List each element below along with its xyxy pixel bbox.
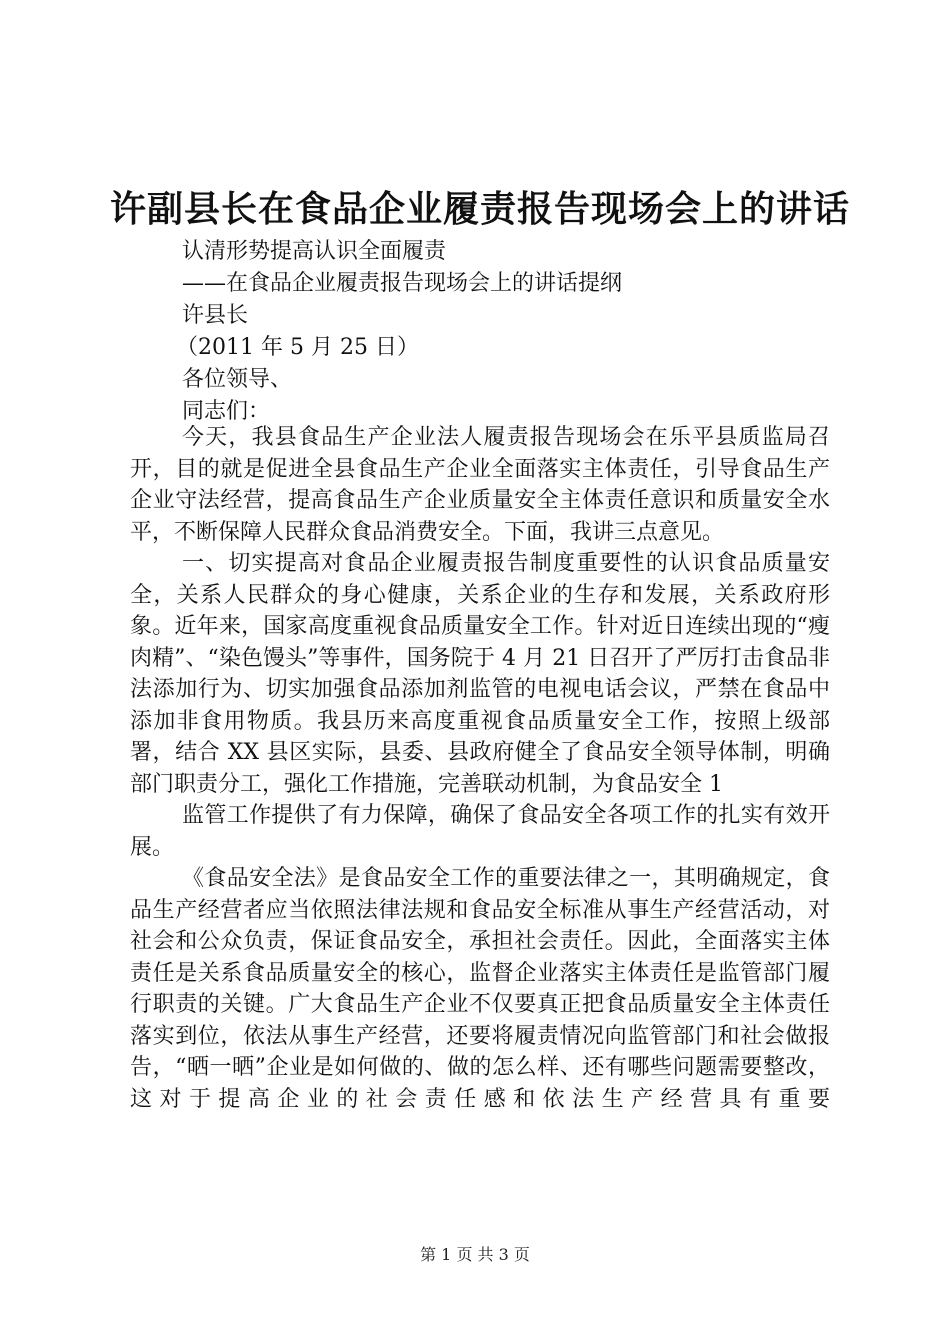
salutation-line-1: 各位领导、 xyxy=(182,367,293,392)
speech-date: （2011 年 5 月 25 日） xyxy=(176,335,419,360)
speech-body xyxy=(130,422,830,1115)
body-paragraph-4: 《食品安全法》是食品安全工作的重要法律之一，其明确规定，食品生产经营者应当依照法律法规和食品安全标准从事生产经营活动，对社会和公众负责，保证食品安全，承担社会责任。因此，全面落实主体责任是关系食品质量安全的核心，监督企业落实主体责任是监管部门履行职责的关键。广大食品生产企业不仅要真正把食品质量安全主体责任落实到位，依法从事生产经营，还要将履责情况向监管部门和社会做报告，“晒一晒”企业是如何做的、做的怎么样、还有哪些问题需要整改，这对于提高企业的社会责任感和依法生产经营具有重要 xyxy=(130,866,830,1112)
salutation-line-2: 同志们： xyxy=(182,399,271,424)
document-title: 许副县长在食品企业履责报告现场会上的讲话 xyxy=(109,188,850,230)
speech-header xyxy=(176,236,842,428)
body-paragraph-2: 一、切实提高对食品企业履责报告制度重要性的认识食品质量安全，关系人民群众的身心健康，关系企业的生存和发展，关系政府形象。近年来，国家高度重视食品质量安全工作。针对近日连续出现的“瘦肉精”、“染色馒头”等事件，国务院于 4 月 21 日召开了严厉打击食品非法添加行为、切实加强食品添加剂监管的电视电话会议，严禁在食品中添加非食用物质。我县历来高度重视食品质量安全工作，按照上级部署，结合 XX 县区实际，县委、县政府健全了食品安全领导体制，明确部门职责分工，强化工作措施，完善联动机制，为食品安全 1 xyxy=(130,551,830,797)
page-number-footer: 第 1 页 共 3 页 xyxy=(420,1245,530,1264)
body-paragraph-3: 监管工作提供了有力保障，确保了食品安全各项工作的扎实有效开展。 xyxy=(130,803,830,860)
speech-theme: 认清形势提高认识全面履责 xyxy=(182,239,447,264)
body-paragraph-1: 今天，我县食品生产企业法人履责报告现场会在乐平县质监局召开，目的就是促进全县食品生产企业全面落实主体责任，引导食品生产企业守法经营，提高食品生产企业质量安全主体责任意识和质量安全水平，不断保障人民群众食品消费安全。下面，我讲三点意见。 xyxy=(130,425,830,545)
speech-subtitle: ——在食品企业履责报告现场会上的讲话提纲 xyxy=(182,271,623,296)
speaker-name: 许县长 xyxy=(182,303,249,328)
